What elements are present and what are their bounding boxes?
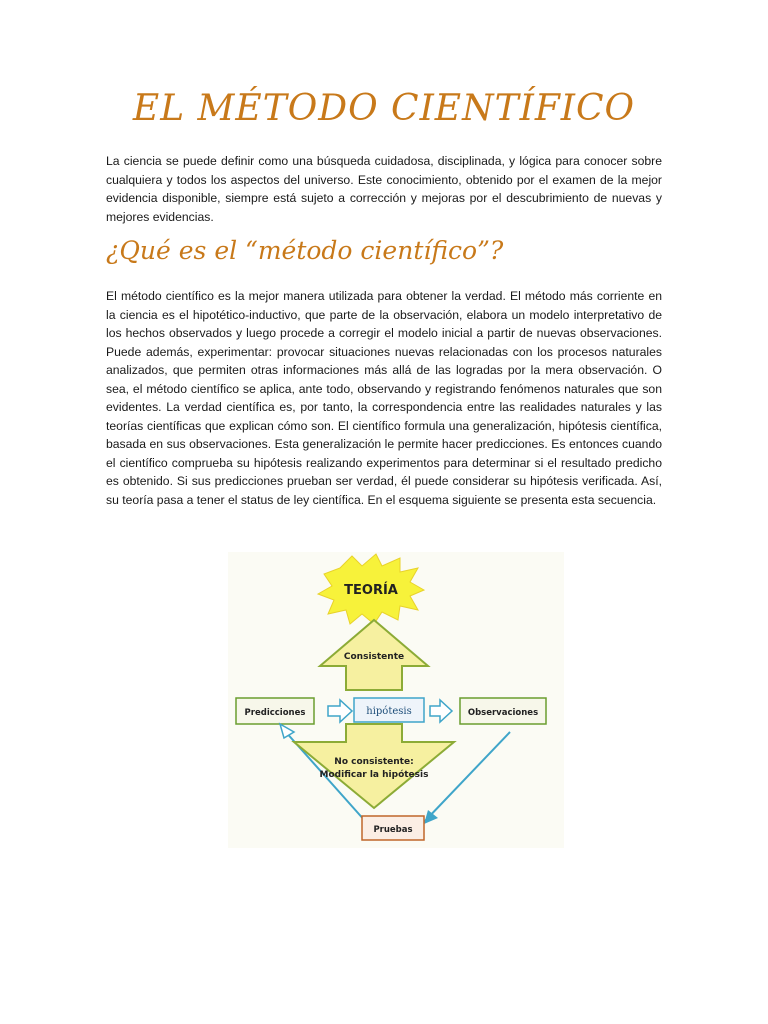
intro-paragraph: La ciencia se puede definir como una búsqueda cuidadosa, disciplinada, y lógica para conocer sobre cualquiera y todos los aspectos del universo. Este conocimiento, obtenido por el examen de la mejor evidencia disponible, siempre está sujeto a corrección y mejoras por el descubrimiento de nuevas y mejores evidencias. — [106, 154, 662, 224]
hipotesis-label: hipótesis — [366, 706, 412, 717]
pruebas-label: Pruebas — [373, 825, 413, 835]
observaciones-label: Observaciones — [467, 708, 539, 718]
predicciones-label: Predicciones — [244, 708, 306, 718]
diagram-svg — [228, 552, 564, 848]
teoria-label: TEORÍA — [344, 583, 398, 598]
scientific-method-diagram — [228, 552, 564, 848]
consistente-label: Consistente — [343, 652, 405, 662]
page-title: EL MÉTODO CIENTÍFICO — [132, 88, 636, 129]
body-paragraph: El método científico es la mejor manera utilizada para obtener la verdad. El método más corriente en la ciencia es el hipotético-inductivo, que parte de la observación, elabora un modelo interpretativo de los hechos observados y luego procede a corregir el modelo inicial a partir de nuevas observaciones. Puede además, experimentar: provocar situaciones nuevas relacionadas con los procesos naturales analizados, que permiten otras informaciones más allá de las logradas por la mera observación. O sea, el método científico se aplica, ante todo, observando y registrando fenómenos naturales que son evidentes. La verdad científica es, por tanto, la correspondencia entre las realidades naturales y las teorías científicas que explican cómo son. El científico formula una generalización, hipótesis científica, basada en sus observaciones. Esta generalización le permite hacer predicciones. Es entonces cuando el científico comprueba su hipótesis realizando experimentos para determinar si el resultado predicho es obtenido. Si sus predicciones prueban ser verdad, él puede considerar su hipótesis verificada. Así, su teoría pasa a tener el status de ley científica. En el esquema siguiente se presenta esta secuencia. — [106, 289, 662, 507]
no-consistente-label-2: Modificar la hipótesis — [319, 770, 429, 780]
section-heading: ¿Qué es el “método científico”? — [106, 236, 504, 265]
no-consistente-label-1: No consistente: — [334, 757, 414, 767]
